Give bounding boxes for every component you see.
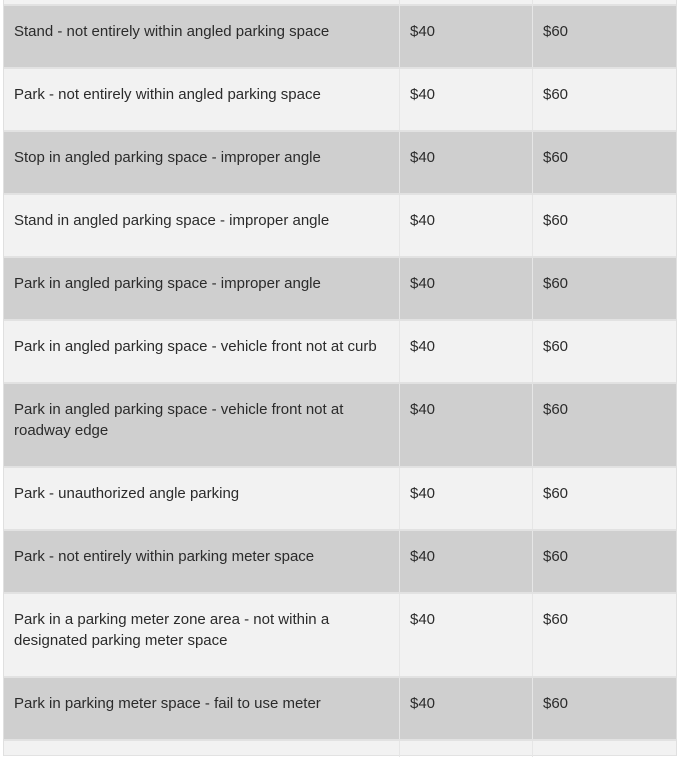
table-row: [4, 194, 676, 257]
first-fine-cell: $40: [400, 678, 533, 739]
first-fine-cell: $40: [400, 321, 533, 382]
table-row: [4, 467, 676, 530]
first-fine-cell: $40: [400, 468, 533, 529]
table-row: [4, 593, 676, 677]
table-row: [4, 677, 676, 740]
violation-cell: Park - unauthorized angle parking: [4, 468, 400, 529]
table-row: [4, 530, 676, 593]
second-fine-cell: $60: [543, 149, 569, 166]
table-row: [4, 68, 676, 131]
table-row: [4, 5, 676, 68]
table-row: [4, 320, 676, 383]
table-row-partial-top: [4, 0, 676, 5]
violation-cell: Stop in angled parking space - improper angle: [4, 132, 400, 193]
first-fine-cell: $40: [400, 132, 533, 193]
violation-cell: Park in angled parking space - vehicle front not at curb: [4, 321, 400, 382]
violation-cell: Park in a parking meter zone area - not within a designated parking meter space: [4, 594, 400, 676]
violation-cell: Park in angled parking space - improper angle: [4, 258, 400, 319]
first-fine-cell: $40: [400, 195, 533, 256]
first-fine-cell: $40: [400, 594, 533, 676]
violation-cell: Park in angled parking space - vehicle front not at roadway edge: [4, 384, 400, 466]
second-fine-cell: $60: [543, 485, 569, 502]
table-row-partial-bottom: [4, 740, 676, 756]
second-fine-cell: $60: [543, 548, 569, 565]
violation-cell: Park - not entirely within angled parking space: [4, 69, 400, 130]
second-fine-cell: $60: [543, 23, 569, 40]
second-fine-cell: $60: [543, 275, 569, 292]
violation-cell: Park - not entirely within parking meter space: [4, 531, 400, 592]
second-fine-cell: $60: [543, 695, 569, 712]
first-fine-cell: $40: [400, 531, 533, 592]
second-fine-cell: $60: [543, 86, 569, 103]
second-fine-cell: $60: [543, 611, 569, 628]
table-row: [4, 383, 676, 467]
second-fine-cell: $60: [543, 338, 569, 355]
first-fine-cell: $40: [400, 258, 533, 319]
fines-table: [3, 0, 677, 756]
second-fine-cell: $60: [543, 401, 569, 418]
table-row: [4, 257, 676, 320]
table-row: [4, 131, 676, 194]
second-fine-cell: $60: [543, 212, 569, 229]
first-fine-cell: $40: [400, 6, 533, 67]
violation-cell: Park in parking meter space - fail to use meter: [4, 678, 400, 739]
violation-cell: Stand in angled parking space - improper angle: [4, 195, 400, 256]
first-fine-cell: $40: [400, 69, 533, 130]
first-fine-cell: $40: [400, 384, 533, 466]
violation-cell: Stand - not entirely within angled parking space: [4, 6, 400, 67]
